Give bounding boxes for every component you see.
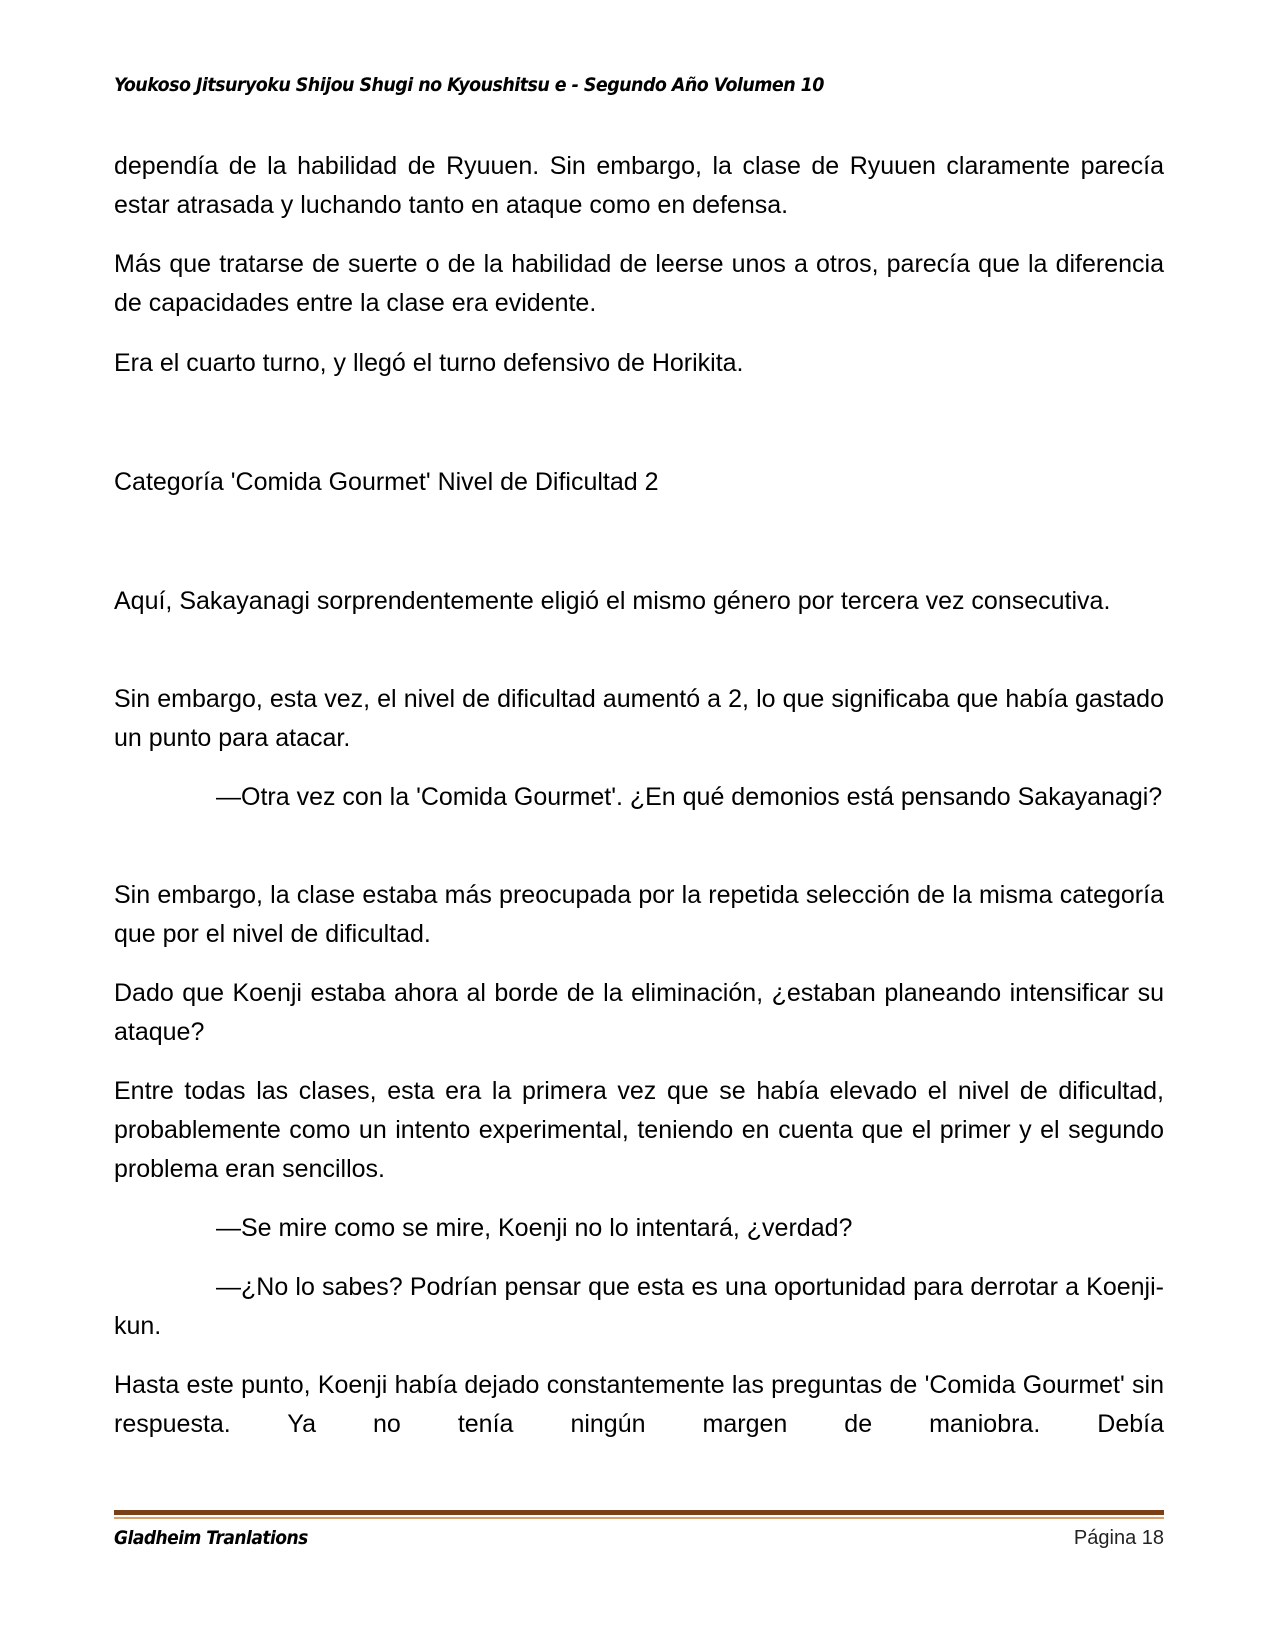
footer-rule: [114, 1510, 1164, 1515]
dialogue-line: —Otra vez con la 'Comida Gourmet'. ¿En qué demonios está pensando Sakayanagi?: [216, 783, 1163, 811]
section-heading: Categoría 'Comida Gourmet' Nivel de Dificultad 2: [114, 468, 659, 496]
paragraph: Más que tratarse de suerte o de la habilidad de leerse unos a otros, parecía que la diferencia de capacidades entre la clase era evidente.: [114, 250, 1164, 317]
dialogue-line: —Se mire como se mire, Koenji no lo intentará, ¿verdad?: [216, 1214, 853, 1242]
dialogue-line: —¿No lo sabes? Podrían pensar que esta es una oportunidad para derrotar a Koenji-kun.: [114, 1273, 1164, 1340]
running-header: Youkoso Jitsuryoku Shijou Shugi no Kyoushitsu e - Segundo Año Volumen 10: [114, 74, 824, 96]
page-number: Página 18: [1073, 1527, 1164, 1549]
paragraph: Entre todas las clases, esta era la primera vez que se había elevado el nivel de dificultad, probablemente como un intento experimental, teniendo en cuenta que el primer y el segundo problema eran sencillos.: [114, 1077, 1164, 1183]
paragraph: Aquí, Sakayanagi sorprendentemente eligió el mismo género por tercera vez consecutiva.: [114, 587, 1111, 615]
paragraph: Sin embargo, esta vez, el nivel de dificultad aumentó a 2, lo que significaba que había gastado un punto para atacar.: [114, 685, 1164, 752]
paragraph: Sin embargo, la clase estaba más preocupada por la repetida selección de la misma categoría que por el nivel de dificultad.: [114, 881, 1164, 948]
paragraph: Dado que Koenji estaba ahora al borde de la eliminación, ¿estaban planeando intensificar su ataque?: [114, 979, 1164, 1046]
paragraph: Hasta este punto, Koenji había dejado constantemente las preguntas de 'Comida Gourmet' sin respuesta. Ya no tenía ningún margen de maniobra. Debía: [114, 1371, 1164, 1438]
footer-credit: Gladheim Tranlations: [114, 1527, 308, 1549]
paragraph: dependía de la habilidad de Ryuuen. Sin embargo, la clase de Ryuuen claramente parecía estar atrasada y luchando tanto en ataque como en defensa.: [114, 152, 1164, 219]
footer-rule-thin: [114, 1517, 1164, 1519]
paragraph: Era el cuarto turno, y llegó el turno defensivo de Horikita.: [114, 349, 744, 377]
